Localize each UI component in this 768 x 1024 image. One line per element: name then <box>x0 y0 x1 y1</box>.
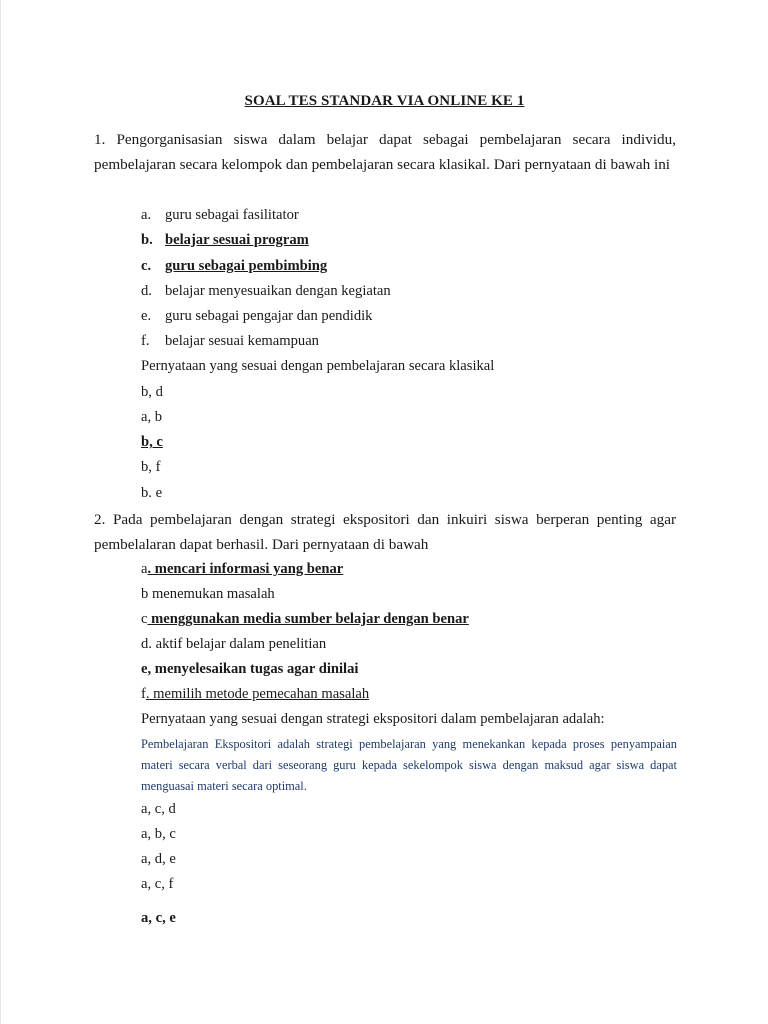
q2-answer: a, c, f <box>141 876 174 892</box>
option-text: menyelesaikan tugas agar dinilai <box>151 661 359 677</box>
q1-option-d <box>141 283 391 300</box>
option-letter: c <box>141 611 148 627</box>
option-letter: e, <box>141 661 152 677</box>
q1-option-b <box>141 232 309 249</box>
q1-answer: a, b <box>141 409 163 425</box>
q2-option-f <box>141 686 369 703</box>
option-text: . mencari informasi yang benar <box>147 561 344 577</box>
q2-option-e <box>141 661 358 678</box>
q1-answer-correct: b, c <box>141 434 163 450</box>
q1-option-e <box>141 308 372 325</box>
option-text: menggunakan media sumber belajar dengan benar <box>147 611 469 627</box>
option-letter: f. <box>141 333 150 349</box>
q2-explanation-note: Pembelajaran Ekspositori adalah strategi pembelajaran yang menekankan kepada proses penyampaian materi secara verbal dari seseorang guru kepada sekelompok siswa dengan maksud agar siswa dapat menguasai materi secara optimal. <box>141 737 677 793</box>
option-letter: b. <box>141 232 153 248</box>
q1-answer: b, f <box>141 459 161 475</box>
q2-answer: a, b, c <box>141 826 176 842</box>
q1-option-c <box>141 258 327 275</box>
option-letter: a <box>141 561 148 577</box>
q2-option-b <box>141 586 275 603</box>
option-text: . memilih metode pemecahan masalah <box>145 686 370 702</box>
option-letter: d. <box>141 636 152 652</box>
q2-answer: a, d, e <box>141 851 176 867</box>
q2-option-d <box>141 636 326 653</box>
q1-option-a <box>141 207 299 224</box>
option-text: menemukan masalah <box>148 586 275 602</box>
q2-option-c <box>141 611 469 628</box>
option-text: belajar sesuai program <box>165 232 309 248</box>
option-text: aktif belajar dalam penelitian <box>151 636 327 652</box>
option-letter: a. <box>141 207 152 223</box>
option-text: guru sebagai pengajar dan pendidik <box>165 308 373 324</box>
q1-answer: b, d <box>141 384 163 400</box>
q2-option-a <box>141 561 343 578</box>
q2-prompt: Pernyataan yang sesuai dengan strategi ekspositori dalam pembelajaran adalah: <box>141 711 605 727</box>
option-letter: f <box>141 686 146 702</box>
option-letter: b <box>141 586 149 602</box>
option-letter: c. <box>141 258 152 274</box>
option-text: belajar sesuai kemampuan <box>165 333 319 349</box>
q1-option-f <box>141 333 319 350</box>
question-2-text: 2. Pada pembelajaran dengan strategi ekspositori dan inkuiri siswa berperan penting agar pembelalaran dapat berhasil. Dari pernyataan di bawah <box>94 511 676 553</box>
option-letter: d. <box>141 283 152 299</box>
document-title: SOAL TES STANDAR VIA ONLINE KE 1 <box>244 93 525 109</box>
q1-prompt: Pernyataan yang sesuai dengan pembelajaran secara klasikal <box>141 358 495 374</box>
q2-answer-correct: a, c, e <box>141 910 176 926</box>
option-letter: e. <box>141 308 152 324</box>
q1-answer: b. e <box>141 485 163 501</box>
option-text: guru sebagai fasilitator <box>165 207 299 223</box>
q2-answer: a, c, d <box>141 801 176 817</box>
option-text: belajar menyesuaikan dengan kegiatan <box>165 283 391 299</box>
question-1-text: 1. Pengorganisasian siswa dalam belajar dapat sebagai pembelajaran secara individu, pembelajaran secara kelompok dan pembelajaran secara klasikal. Dari pernyataan di bawah ini <box>94 131 676 173</box>
option-text: guru sebagai pembimbing <box>165 258 328 274</box>
